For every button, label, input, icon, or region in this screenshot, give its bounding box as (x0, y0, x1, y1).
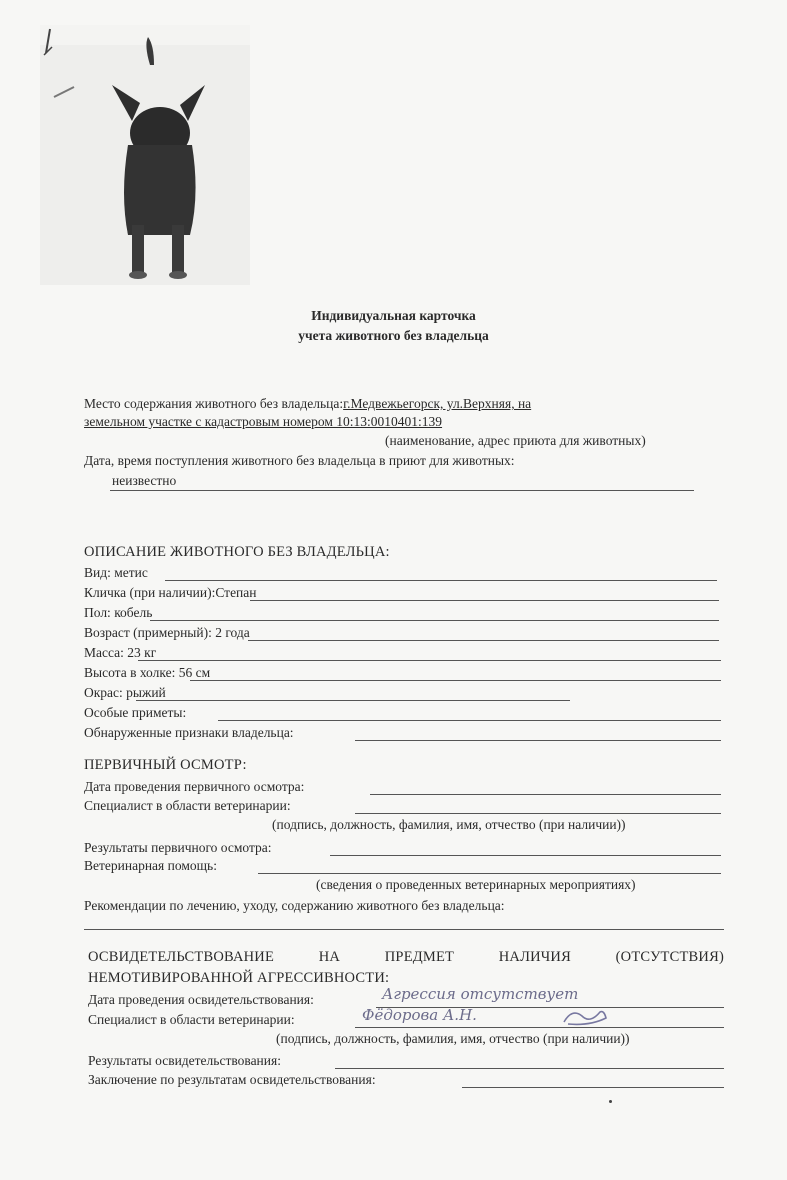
aggression-heading-word-2: НА (318, 949, 341, 965)
aggression-specialist-handwritten: Фёдорова А.Н. (362, 1006, 477, 1024)
aggression-specialist-label: Специалист в области ветеринарии: (88, 1012, 295, 1027)
mass-value: 23 кг (127, 645, 157, 660)
aggression-date-label: Дата проведения освидетельствования: (88, 992, 314, 1007)
primary-exam-heading: ПЕРВИЧНЫЙ ОСМОТР: (84, 757, 247, 773)
arrival-underline (110, 490, 694, 491)
location-label: Место содержания животного без владельца: (84, 396, 344, 411)
mass-label: Масса: (84, 645, 124, 660)
title-line-2: учета животного без владельца (298, 328, 489, 343)
species-row (84, 565, 148, 581)
color-label: Окрас: (84, 685, 123, 700)
vet-help-label: Ветеринарная помощь: (84, 858, 217, 873)
age-value: 2 года (215, 625, 250, 640)
aggression-heading-word-5: (ОТСУТСТВИЯ) (615, 949, 724, 965)
description-heading: ОПИСАНИЕ ЖИВОТНОГО БЕЗ ВЛАДЕЛЬЦА: (84, 544, 390, 560)
aggression-specialist-caption: (подпись, должность, фамилия, имя, отчество (при наличии)) (276, 1031, 630, 1046)
mass-underline (138, 660, 721, 661)
vet-help-underline (258, 873, 721, 874)
primary-date-underline (370, 794, 721, 795)
species-value: метис (114, 565, 148, 580)
mass-row (84, 645, 156, 661)
primary-specialist-underline (355, 813, 721, 814)
sex-label: Пол: (84, 605, 111, 620)
vet-help-caption: (сведения о проведенных ветеринарных мероприятиях) (316, 877, 636, 892)
owner-signs-underline (355, 740, 721, 741)
aggression-specialist-underline (355, 1027, 724, 1028)
sex-value: кобель (114, 605, 153, 620)
height-value: 56 см (178, 665, 211, 680)
primary-date-label: Дата проведения первичного осмотра: (84, 779, 305, 794)
location-value-line2: земельном участке с кадастровым номером 10:13:0010401:139 (84, 414, 443, 429)
color-underline (136, 700, 570, 701)
height-label: Высота в холке: (84, 665, 176, 680)
name-underline (250, 600, 719, 601)
title-line-1: Индивидуальная карточка (311, 308, 476, 323)
arrival-value: неизвестно (112, 473, 177, 488)
age-row (84, 625, 250, 641)
aggression-date-handwritten: Агрессия отсутствует (382, 985, 579, 1003)
name-row (84, 585, 257, 601)
aggression-heading-line1 (88, 949, 724, 966)
recommendations-label: Рекомендации по лечению, уходу, содержанию животного без владельца: (84, 898, 505, 913)
aggression-results-underline (335, 1068, 724, 1069)
marks-underline (218, 720, 721, 721)
aggression-conclusion-underline (462, 1087, 724, 1088)
aggression-heading-word-1: ОСВИДЕТЕЛЬСТВОВАНИЕ (88, 949, 275, 965)
color-value: рыжий (126, 685, 166, 700)
height-underline (190, 680, 721, 681)
aggression-heading-word-4: НАЛИЧИЯ (498, 949, 571, 965)
dog-photo (40, 25, 250, 285)
marks-label: Особые приметы: (84, 705, 187, 720)
owner-signs-label: Обнаруженные признаки владельца: (84, 725, 294, 740)
sex-underline (150, 620, 719, 621)
name-value: Степан (215, 585, 257, 600)
primary-results-underline (330, 855, 721, 856)
sex-row (84, 605, 152, 621)
location-row (84, 396, 531, 412)
location-caption: (наименование, адрес приюта для животных) (385, 433, 646, 448)
primary-results-label: Результаты первичного осмотра: (84, 840, 272, 855)
name-label: Кличка (при наличии): (84, 585, 216, 600)
species-underline (165, 580, 717, 581)
height-row (84, 665, 210, 681)
species-label: Вид: (84, 565, 111, 580)
aggression-heading-line2: НЕМОТИВИРОВАННОЙ АГРЕССИВНОСТИ: (88, 970, 390, 986)
primary-specialist-caption: (подпись, должность, фамилия, имя, отчество (при наличии)) (272, 817, 626, 832)
age-label: Возраст (примерный): (84, 625, 212, 640)
arrival-label: Дата, время поступления животного без владельца в приют для животных: (84, 453, 515, 468)
aggression-results-label: Результаты освидетельствования: (88, 1053, 281, 1068)
aggression-heading-word-3: ПРЕДМЕТ (384, 949, 455, 965)
primary-specialist-label: Специалист в области ветеринарии: (84, 798, 291, 813)
color-row (84, 685, 166, 701)
location-value-line1: г.Медвежьегорск, ул.Верхняя, на (343, 396, 532, 411)
age-underline (248, 640, 719, 641)
aggression-conclusion-label: Заключение по результатам освидетельствования: (88, 1072, 376, 1087)
signature-mark (560, 1006, 610, 1028)
speck (609, 1100, 612, 1103)
recommendations-underline (84, 929, 724, 930)
